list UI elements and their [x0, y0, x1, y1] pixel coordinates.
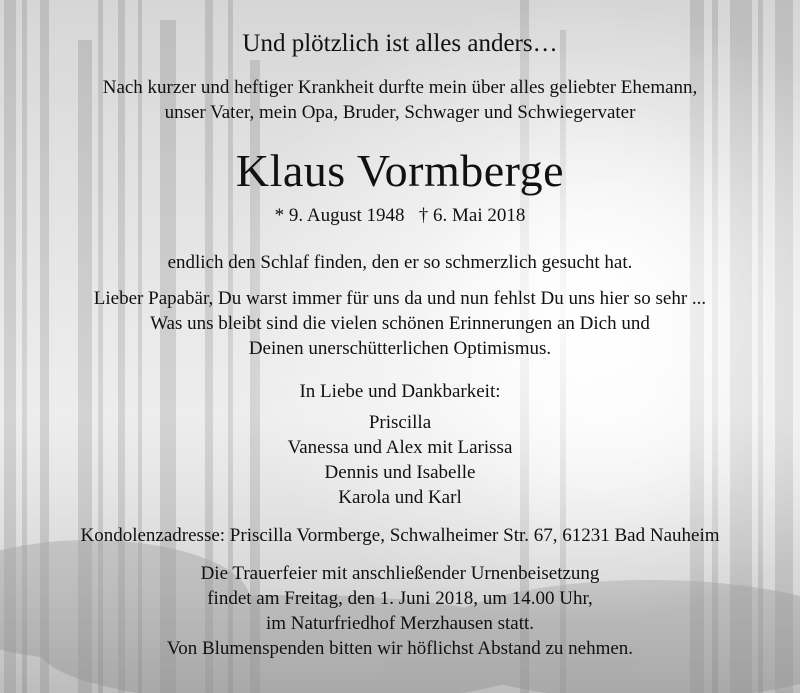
mourner-name: Karola und Karl	[338, 487, 462, 508]
mourner-name: Vanessa und Alex mit Larissa	[287, 437, 513, 458]
headline: Und plötzlich ist alles anders…	[242, 30, 558, 57]
funeral-info-line: Die Trauerfeier mit anschließender Urnenbeisetzung	[200, 563, 600, 584]
message-line: Deinen unerschütterlichen Optimismus.	[248, 338, 552, 359]
sleep-line: endlich den Schlaf finden, den er so schmerzlich gesucht hat.	[167, 252, 633, 273]
intro-line: unser Vater, mein Opa, Bruder, Schwager und Schwiegervater	[164, 102, 636, 123]
funeral-info-line: Von Blumenspenden bitten wir höflichst Abstand zu nehmen.	[166, 638, 634, 659]
gratitude-heading: In Liebe und Dankbarkeit:	[299, 381, 501, 402]
message-line: Was uns bleibt sind die vielen schönen Erinnerungen an Dich und	[150, 313, 650, 334]
message-line: Lieber Papabär, Du warst immer für uns da und nun fehlst Du uns hier so sehr ...	[93, 288, 707, 309]
mourner-name: Dennis und Isabelle	[324, 462, 476, 483]
deceased-name: Klaus Vormberge	[235, 145, 565, 196]
mourner-name: Priscilla	[368, 412, 432, 433]
funeral-info-line: findet am Freitag, den 1. Juni 2018, um 14.00 Uhr,	[207, 588, 593, 609]
funeral-info-line: im Naturfriedhof Merzhausen statt.	[265, 613, 535, 634]
life-dates: * 9. August 1948 † 6. Mai 2018	[274, 205, 526, 226]
condolence-address: Kondolenzadresse: Priscilla Vormberge, Schwalheimer Str. 67, 61231 Bad Nauheim	[80, 525, 720, 546]
intro-line: Nach kurzer und heftiger Krankheit durfte mein über alles geliebter Ehemann,	[102, 77, 698, 98]
